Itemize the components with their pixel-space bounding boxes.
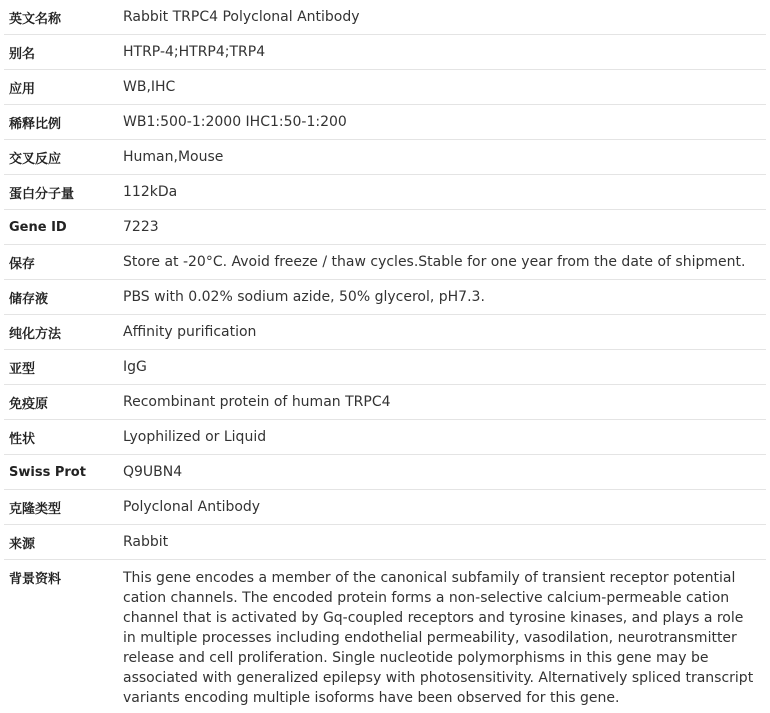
row-label: Swiss Prot xyxy=(4,455,118,490)
row-clonality xyxy=(4,490,766,525)
row-value: Polyclonal Antibody xyxy=(118,490,766,525)
row-isotype xyxy=(4,350,766,385)
row-gene-id xyxy=(4,210,766,245)
row-label: 免疫原 xyxy=(4,385,118,420)
row-label: 蛋白分子量 xyxy=(4,175,118,210)
row-label: 别名 xyxy=(4,35,118,70)
row-value: 7223 xyxy=(118,210,766,245)
row-value: Lyophilized or Liquid xyxy=(118,420,766,455)
row-label: 保存 xyxy=(4,245,118,280)
row-value: PBS with 0.02% sodium azide, 50% glycerol, pH7.3. xyxy=(118,280,766,315)
row-label: 储存液 xyxy=(4,280,118,315)
row-value: IgG xyxy=(118,350,766,385)
row-label: 性状 xyxy=(4,420,118,455)
row-value: This gene encodes a member of the canonical subfamily of transient receptor potential cation channels. The encoded protein forms a non-selective calcium-permeable cation channel that is activated by Gq-coupled receptors and tyrosine kinases, and plays a role in multiple processes including endothelial permeability, vasodilation, neurotransmitter release and cell proliferation. Single nucleotide polymorphisms in this gene may be associated with generalized epilepsy with photosensitivity. Alternatively spliced transcript variants encoding multiple isoforms have been observed for this gene. xyxy=(123,570,754,706)
row-label: 来源 xyxy=(4,525,118,560)
row-host xyxy=(4,525,766,560)
row-immunogen xyxy=(4,385,766,420)
row-purification xyxy=(4,315,766,350)
row-background xyxy=(4,560,766,709)
row-application xyxy=(4,70,766,105)
row-label: 稀释比例 xyxy=(4,105,118,140)
row-molecular-weight xyxy=(4,175,766,210)
row-english-name xyxy=(4,0,766,35)
row-value: 112kDa xyxy=(118,175,766,210)
row-value: Affinity purification xyxy=(118,315,766,350)
row-value: Recombinant protein of human TRPC4 xyxy=(118,385,766,420)
row-label: 克隆类型 xyxy=(4,490,118,525)
row-label: Gene ID xyxy=(4,210,118,245)
row-value: HTRP-4;HTRP4;TRP4 xyxy=(118,35,766,70)
row-value: Store at -20°C. Avoid freeze / thaw cycles.Stable for one year from the date of shipment. xyxy=(118,245,766,280)
row-buffer xyxy=(4,280,766,315)
row-label: 应用 xyxy=(4,70,118,105)
row-label: 交叉反应 xyxy=(4,140,118,175)
row-cross-reactivity xyxy=(4,140,766,175)
row-label: 背景资料 xyxy=(9,572,62,587)
row-dilution xyxy=(4,105,766,140)
row-value: WB1:500-1:2000 IHC1:50-1:200 xyxy=(118,105,766,140)
row-value: Human,Mouse xyxy=(118,140,766,175)
row-value: Rabbit xyxy=(118,525,766,560)
row-value: Rabbit TRPC4 Polyclonal Antibody xyxy=(118,0,766,35)
row-alias xyxy=(4,35,766,70)
row-swiss-prot xyxy=(4,455,766,490)
row-storage xyxy=(4,245,766,280)
row-label: 英文名称 xyxy=(4,0,118,35)
row-label: 亚型 xyxy=(4,350,118,385)
row-value: Q9UBN4 xyxy=(118,455,766,490)
row-label: 纯化方法 xyxy=(4,315,118,350)
product-spec-table xyxy=(4,0,766,708)
row-value: WB,IHC xyxy=(118,70,766,105)
row-form xyxy=(4,420,766,455)
